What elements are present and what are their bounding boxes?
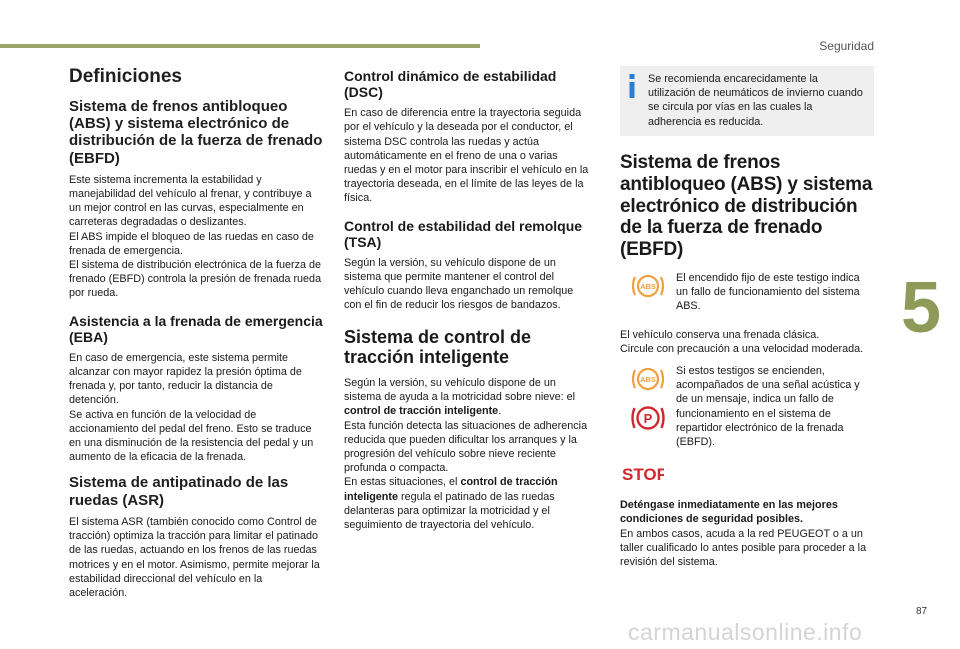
abs-lamp-row bbox=[620, 271, 874, 322]
dsc-heading: Control dinámico de estabilidad (DSC) bbox=[344, 68, 557, 101]
stop-warning-bold-text: Deténgase inmediatamente en las mejores condiciones de seguridad posibles. bbox=[620, 499, 838, 526]
tsa-heading: Control de estabilidad del remolque (TSA) bbox=[344, 217, 583, 250]
grip-text-2: . Esta función detecta las situaciones de adherencia reducida que pueden dificultar los arranques y la progresión del vehículo sobre nieve reciente profunda o compacta. En estas situaciones, el bbox=[344, 405, 588, 489]
abs-warning-lamp-icon bbox=[629, 364, 667, 394]
grip-bold-2: control de tracción inteligente bbox=[344, 476, 558, 503]
abs-heading: Sistema de frenos antibloqueo (ABS) y sistema electrónico de distribución de la fuerza de frenado (EBFD) bbox=[69, 97, 323, 167]
stop-lamp bbox=[620, 463, 874, 488]
eba-heading: Asistencia a la frenada de emergencia (EBA) bbox=[69, 312, 323, 345]
svg-text:P: P bbox=[643, 411, 653, 427]
asr-text: El sistema ASR (también conocido como Control de tracción) optimiza la tracción para limitar el patinado de las ruedas, actuando en los frenos de las ruedas motrices y en el motor. Asimismo, permite mejorar la estabilidad direccional del vehículo en la aceleración. bbox=[69, 515, 320, 599]
dsc-text: En caso de diferencia entre la trayectoria seguida por el vehículo y la deseada por el conductor, el sistema DSC controla las ruedas y actúa automáticamente en el freno de una o varias ruedas y en el motor para inscribir el vehículo en la trayectoria deseada, en el límite de las leyes de la física. bbox=[344, 107, 589, 205]
page-number: 87 bbox=[916, 606, 928, 617]
abs-text: Este sistema incrementa la estabilidad y manejabilidad del vehículo al frenar, y contribuye a un mejor control en las curvas, especialmente en carreteras degradadas o deslizantes. El ABS impide el bloqueo de las ruedas en caso de frenada de emergencia. El sistema de distribución electrónica de la fuerza de frenado (EBFD) controla la presión de frenada rueda por rueda. bbox=[69, 173, 322, 300]
info-icon bbox=[628, 74, 636, 98]
abs-lamp-text: El encendido fijo de este testigo indica un fallo de funcionamiento del sistema ABS. bbox=[676, 272, 860, 313]
stop-warning-bold bbox=[620, 498, 874, 526]
grip-text-3: regula el patinado de las ruedas delanteras para optimizar la motricidad y el seguimiento de trayectoria del vehículo. bbox=[344, 490, 555, 532]
column-3 bbox=[620, 66, 874, 577]
watermark: carmanualsonline.info bbox=[628, 619, 863, 645]
service-text: En ambos casos, acuda a la red PEUGEOT o a un taller cualificado lo antes posible para proceder a la revisión del sistema. bbox=[620, 527, 867, 569]
svg-text:ABS: ABS bbox=[640, 375, 656, 385]
chapter-number: 5 bbox=[901, 268, 942, 348]
classic-braking-text: El vehículo conserva una frenada clásica. Circule con precaución a una velocidad moderada. bbox=[620, 328, 864, 355]
header-rule bbox=[0, 44, 480, 48]
grip-text-1: Según la versión, su vehículo dispone de un sistema de ayuda a la motricidad sobre nieve: el bbox=[344, 376, 576, 404]
grip-bold-1: control de tracción inteligente bbox=[344, 405, 499, 418]
grip-control-text bbox=[344, 376, 592, 532]
svg-text:ABS: ABS bbox=[640, 282, 656, 292]
brake-warning-lamp-icon bbox=[629, 402, 667, 434]
ebfd-lamp-row bbox=[620, 364, 874, 457]
section-title: Seguridad bbox=[819, 39, 874, 53]
stop-warning-icon bbox=[620, 463, 664, 483]
abs-warning-lamp-icon bbox=[629, 271, 667, 301]
info-note bbox=[620, 66, 874, 136]
abs-ebfd-heading: Sistema de frenos antibloqueo (ABS) y sistema electrónico de distribución de la fuerza de frenado (EBFD) bbox=[620, 151, 873, 261]
ebfd-lamp-text: Si estos testigos se encienden, acompañados de una señal acústica y de un mensaje, indica un fallo de funcionamiento en el sistema de repartidor electrónico de la frenada (EBFD). bbox=[676, 365, 860, 449]
info-note-text: Se recomienda encarecidamente la utilización de neumáticos de invierno cuando se circula por vías en las cuales la adherencia es reducida. bbox=[648, 73, 863, 128]
eba-text: En caso de emergencia, este sistema permite alcanzar con mayor rapidez la presión óptima de frenada y, por tanto, reducir la distancia de detención. Se activa en función de la velocidad de accionamiento del pedal del freno. Esto se traduce en una disminución de la resistencia del pedal y un aumento de la eficacia de la frenada. bbox=[69, 351, 314, 464]
definitions-title: Definiciones bbox=[69, 66, 182, 87]
asr-heading: Sistema de antipatinado de las ruedas (ASR) bbox=[69, 474, 289, 509]
stop-label: STOP bbox=[622, 465, 664, 484]
column-2 bbox=[344, 66, 592, 540]
tsa-text: Según la versión, su vehículo dispone de un sistema que permite mantener el control del vehículo cuando lleva enganchado un remolque con el fin de reducir los riesgos de bandazos. bbox=[344, 256, 574, 312]
column-1 bbox=[69, 66, 323, 608]
grip-control-heading: Sistema de control de tracción inteligente bbox=[344, 326, 532, 368]
